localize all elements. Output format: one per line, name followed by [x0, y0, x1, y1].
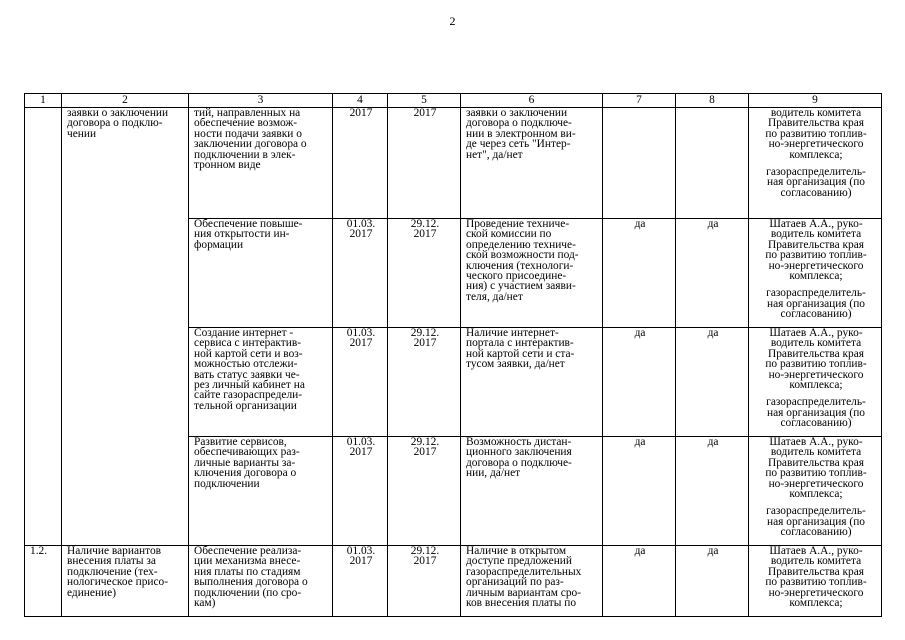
value-7: да: [634, 218, 646, 230]
header-cell: 8: [676, 94, 749, 108]
responsible-person: Шатаев А.А., руко- водитель комитета Правительства края по развитию топлив- но-энергетического комплекса;: [765, 545, 867, 610]
item-number-cell: [25, 108, 62, 546]
indicator-text: Проведение техниче- ской комиссии по определению техниче- ской возможности под- ключения (технологи- ческого присоедине- ния) с участием заяви- теля, да/нет: [466, 218, 579, 303]
indicator-cell: [461, 437, 603, 546]
header-cell: 4: [333, 94, 388, 108]
value-cell-8: [676, 546, 749, 617]
end-date-cell: [388, 437, 461, 546]
start-date: 01.03. 2017: [346, 436, 376, 459]
start-date: 2017: [349, 107, 373, 119]
measure-text: Обеспечение реализа- ции механизма внесе- ния платы по стадиям выполнения договора о подключении (по сро- кам): [194, 545, 308, 610]
responsible-person: Шатаев А.А., руко- водитель комитета Правительства края по развитию топлив- но-энергетического комплекса;: [765, 436, 867, 501]
header-cell: 3: [189, 94, 333, 108]
value-cell-7: [603, 437, 676, 546]
measure-cell: [189, 108, 333, 219]
end-date-cell: [388, 108, 461, 219]
measure-cell: [189, 437, 333, 546]
end-date-cell: [388, 219, 461, 328]
table-body: [25, 94, 882, 617]
indicator-text: заявки о заключении договора о подключе- нии в электронном ви- де через сеть "Интер- нет", да/нет: [466, 107, 576, 161]
responsible-organization: газораспределитель- ная организация (по согласованию): [766, 287, 866, 321]
value-cell-7: [603, 328, 676, 437]
start-date: 01.03. 2017: [346, 545, 376, 568]
item-number: 1.2.: [30, 545, 48, 557]
indicator-name: Наличие вариантов внесения платы за подключение (тех- нологическое присо- единение): [67, 545, 169, 599]
measure-cell: [189, 219, 333, 328]
end-date: 29.12. 2017: [410, 436, 440, 459]
end-date: 29.12. 2017: [410, 327, 440, 350]
indicator-text: Наличие интернет- портала с интерактив- ной картой сети и ста- тусом заявки, да/нет: [466, 327, 575, 371]
responsible-person: Шатаев А.А., руко- водитель комитета Правительства края по развитию топлив- но-энергетического комплекса;: [765, 218, 867, 283]
end-date-cell: [388, 328, 461, 437]
value-cell-7: [603, 219, 676, 328]
measure-cell: [189, 546, 333, 617]
value-7: да: [634, 327, 646, 339]
value-cell-8: [676, 219, 749, 328]
end-date: 29.12. 2017: [410, 545, 440, 568]
value-8: да: [707, 436, 719, 448]
responsible-cell: [749, 108, 882, 219]
measure-text: Развитие сервисов, обеспечивающих раз- личные варианты за- ключения договора о подключении: [194, 436, 300, 490]
indicator-text: Возможность дистан- ционного заключения договора о подключе- нии, да/нет: [466, 436, 572, 480]
responsible-cell: [749, 437, 882, 546]
header-cell: 6: [461, 94, 603, 108]
start-date: 01.03. 2017: [346, 327, 376, 350]
indicator-name-cell: [62, 546, 189, 617]
value-8: да: [707, 218, 719, 230]
value-cell-8: [676, 437, 749, 546]
responsible-organization: газораспределитель- ная организация (по согласованию): [766, 505, 866, 539]
indicator-cell: [461, 108, 603, 219]
responsible-cell: [749, 328, 882, 437]
responsible-cell: [749, 546, 882, 617]
responsible-organization: газораспределитель- ная организация (по согласованию): [766, 166, 866, 199]
indicator-name: заявки о заключении договора о подклю- чении: [67, 107, 169, 140]
end-date: 29.12. 2017: [410, 218, 440, 241]
end-date-cell: [388, 546, 461, 617]
table-row: [25, 108, 882, 219]
start-date: 01.03. 2017: [346, 218, 376, 241]
responsible-person: Шатаев А.А., руко- водитель комитета Правительства края по развитию топлив- но-энергетического комплекса;: [765, 327, 867, 392]
indicator-text: Наличие в открытом доступе предложений газораспределительных организаций по раз- личным вариантам сро- ков внесения платы по: [466, 545, 582, 610]
responsible-cell: [749, 219, 882, 328]
value-cell-8: [676, 108, 749, 219]
measure-text: Обеспечение повыше- ния открытости ин- формации: [194, 218, 303, 251]
indicator-cell: [461, 546, 603, 617]
table-row: [25, 546, 882, 617]
start-date-cell: [333, 108, 388, 219]
start-date-cell: [333, 219, 388, 328]
responsible-organization: газораспределитель- ная организация (по согласованию): [766, 396, 866, 430]
measure-cell: [189, 328, 333, 437]
header-cell: 1: [25, 94, 62, 108]
value-cell-7: [603, 546, 676, 617]
header-cell: 7: [603, 94, 676, 108]
start-date-cell: [333, 328, 388, 437]
value-cell-8: [676, 328, 749, 437]
indicator-name-cell: [62, 108, 189, 546]
start-date-cell: [333, 546, 388, 617]
item-number-cell: [25, 546, 62, 617]
value-cell-7: [603, 108, 676, 219]
indicator-cell: [461, 328, 603, 437]
value-7: да: [634, 436, 646, 448]
start-date-cell: [333, 437, 388, 546]
header-row: [25, 94, 882, 108]
value-8: да: [707, 545, 719, 557]
header-cell: 2: [62, 94, 189, 108]
value-8: да: [707, 327, 719, 339]
value-7: да: [634, 545, 646, 557]
responsible-person: водитель комитета Правительства края по развитию топлив- но-энергетического комплекса;: [765, 107, 867, 161]
header-cell: 9: [749, 94, 882, 108]
measure-text: тий, направленных на обеспечение возмож- ности подачи заявки о заключении договора о подключении в элек- тронном виде: [194, 107, 307, 172]
header-cell: 5: [388, 94, 461, 108]
measures-table: [24, 93, 882, 617]
indicator-cell: [461, 219, 603, 328]
end-date: 2017: [413, 107, 437, 119]
measure-text: Создание интернет - сервиса с интерактив- ной картой сети и воз- можностью отслежи- вать статус заявки че- рез личный кабинет на сайте газораспредели- тельной организации: [194, 327, 305, 412]
page-number: 2: [449, 14, 456, 28]
